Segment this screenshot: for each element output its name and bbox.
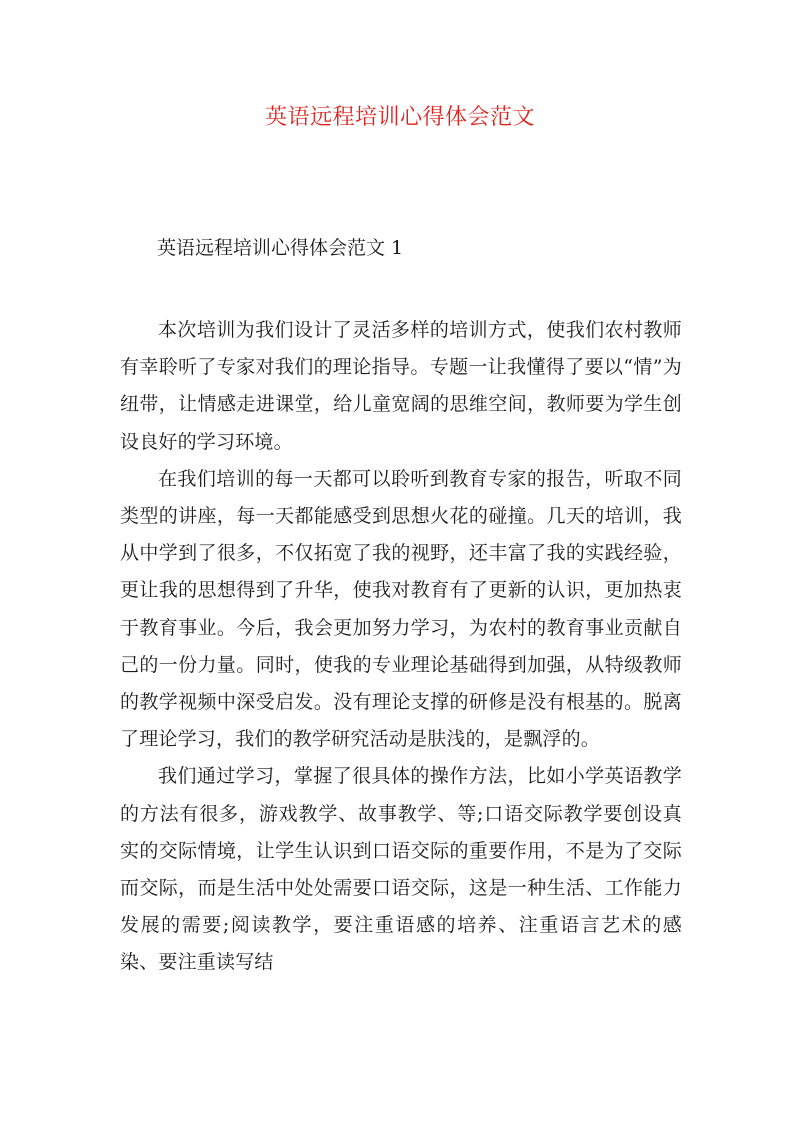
- paragraph-2: 在我们培训的每一天都可以聆听到教育专家的报告，听取不同类型的讲座，每一天都能感受到思想火花的碰撞。几天的培训，我从中学到了很多，不仅拓宽了我的视野，还丰富了我的实践经验，更让我的思想得到了升华，使我对教育有了更新的认识，更加热衷于教育事业。今后，我会更加努力学习，为农村的教育事业贡献自己的一份力量。同时，使我的专业理论基础得到加强，从特级教师的教学视频中深受启发。没有理论支撑的研修是没有根基的。脱离了理论学习，我们的教学研究活动是肤浅的，是飘浮的。: [120, 467, 682, 751]
- section-heading: 英语远程培训心得体会范文 1: [157, 237, 404, 259]
- paragraph-1: 本次培训为我们设计了灵活多样的培训方式，使我们农村教师有幸聆听了专家对我们的理论指导。专题一让我懂得了要以“情”为纽带，让情感走进课堂，给儿童宽阔的思维空间，教师要为学生创设良好的学习环境。: [120, 319, 682, 453]
- paragraph-3: 我们通过学习，掌握了很具体的操作方法，比如小学英语教学的方法有很多，游戏教学、故事教学、等;口语交际教学要创设真实的交际情境，让学生认识到口语交际的重要作用，不是为了交际而交际，而是生活中处处需要口语交际，这是一种生活、工作能力发展的需要;阅读教学，要注重语感的培养、注重语言艺术的感染、要注重读写结: [120, 765, 682, 974]
- document-body: [120, 312, 682, 982]
- document-title: 英语远程培训心得体会范文: [264, 105, 535, 130]
